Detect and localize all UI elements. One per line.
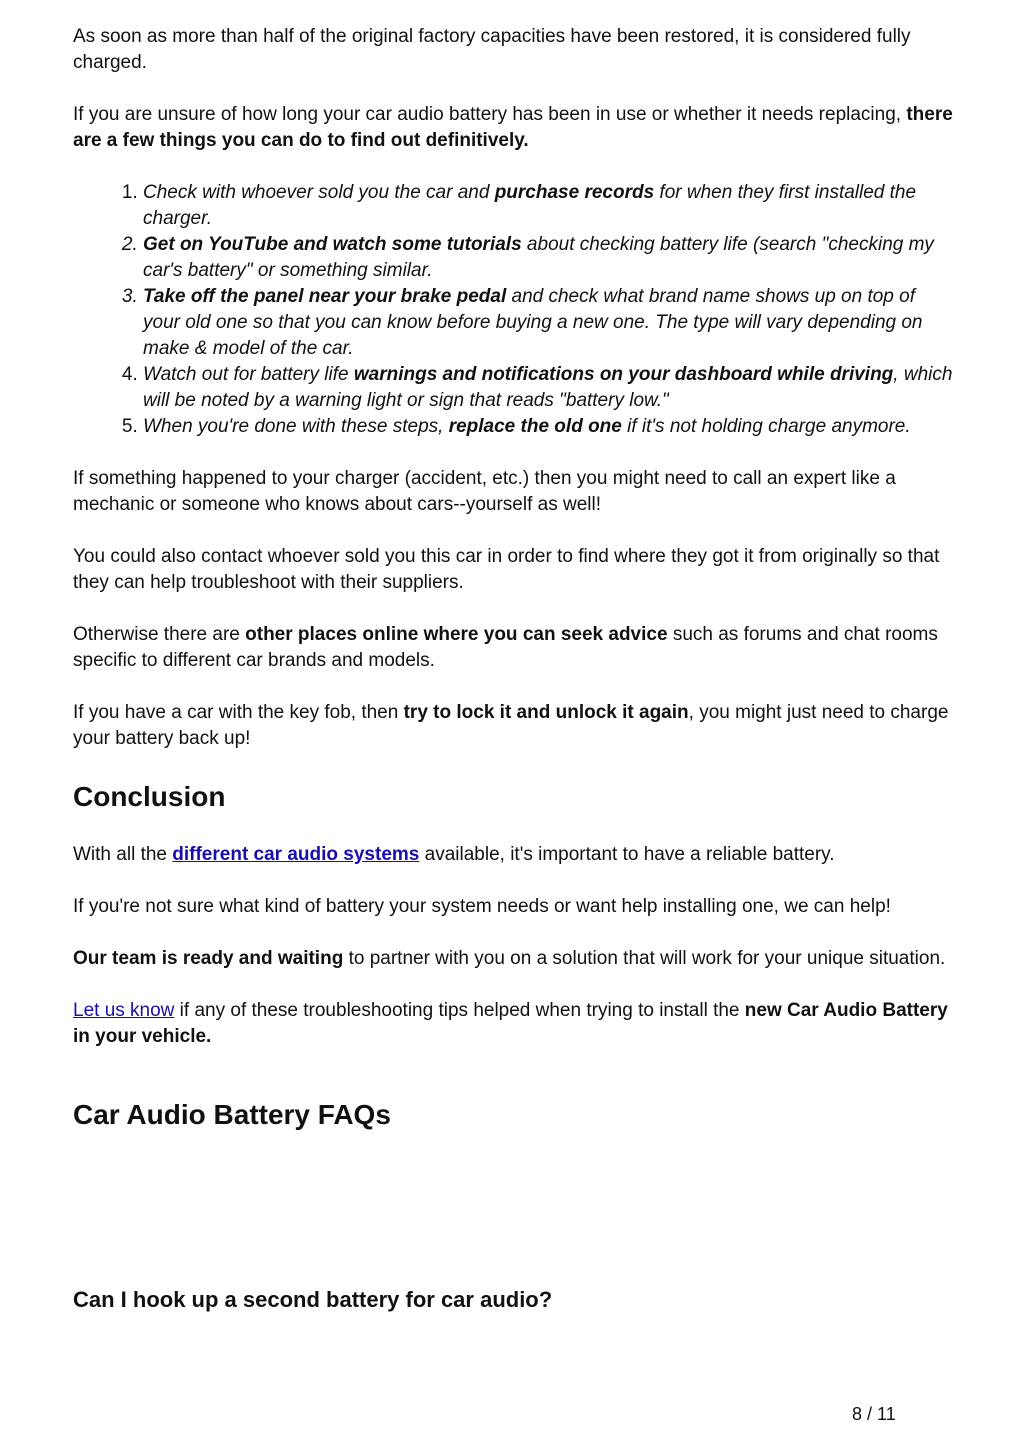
list-item — [143, 180, 953, 232]
paragraph-text: if any of these troubleshooting tips helped when trying to install the — [174, 1000, 745, 1021]
step-text: if it's not holding charge anymore. — [621, 416, 911, 437]
bold-text: try to lock it and unlock it again — [403, 702, 689, 723]
paragraph-fully-charged: As soon as more than half of the original factory capacities have been restored, it is considered fully charged. — [73, 26, 911, 73]
step-text: Watch out for battery life — [143, 364, 354, 385]
step-bold-text: Take off the panel near your brake pedal — [143, 286, 507, 307]
paragraph-team-ready — [73, 946, 953, 972]
car-audio-systems-link[interactable]: different car audio systems — [172, 844, 420, 865]
bold-text: Our team is ready and waiting — [73, 948, 344, 969]
list-item — [143, 414, 953, 440]
paragraph-text: If you have a car with the key fob, then — [73, 702, 404, 723]
paragraph-text: With all the — [73, 844, 173, 865]
let-us-know-link[interactable]: Let us know — [73, 1000, 175, 1021]
step-text: When you're done with these steps, — [143, 416, 449, 437]
paragraph-text: available, it's important to have a reliable battery. — [419, 844, 835, 865]
paragraph-let-us-know — [73, 998, 953, 1050]
bold-text: new Car Audio Battery in your vehicle. — [73, 1000, 948, 1047]
step-bold-text: warnings and notifications on your dashboard while driving — [353, 364, 894, 385]
paragraph-text: , you might just need to charge your battery back up! — [73, 702, 949, 749]
paragraph-text: Otherwise there are — [73, 624, 246, 645]
paragraph-charger-accident: If something happened to your charger (accident, etc.) then you might need to call an expert like a mechanic or someone who knows about cars--yourself as well! — [73, 468, 896, 515]
page-number: 8 / 11 — [852, 1404, 896, 1424]
bold-text: there are a few things you can do to find out definitively. — [73, 104, 953, 151]
faq-heading: Car Audio Battery FAQs — [73, 1099, 391, 1130]
paragraph-text: such as forums and chat rooms specific to different car brands and models. — [73, 624, 938, 671]
conclusion-heading: Conclusion — [73, 781, 226, 812]
step-text: about checking battery life (search "checking my car's battery" or something similar. — [143, 234, 934, 281]
paragraph-unsure-replacing — [73, 102, 953, 154]
paragraph-contact-seller: You could also contact whoever sold you this car in order to find where they got it from originally so that they can help troubleshoot with their suppliers. — [73, 546, 940, 593]
step-bold-text: Get on YouTube and watch some tutorials — [143, 234, 522, 255]
list-item — [143, 284, 953, 362]
paragraph-text: to partner with you on a solution that will work for your unique situation. — [343, 948, 946, 969]
steps-list — [73, 180, 953, 440]
step-text: Check with whoever sold you the car and — [143, 182, 495, 203]
paragraph-online-advice — [73, 622, 953, 674]
list-item — [143, 362, 953, 414]
step-text: and check what brand name shows up on top of your old one so that you can know before buying a new one. The type will vary depending on make & model of the car. — [143, 286, 923, 359]
bold-text: other places online where you can seek advice — [245, 624, 668, 645]
paragraph-key-fob — [73, 700, 953, 752]
paragraph-text: If you are unsure of how long your car audio battery has been in use or whether it needs replacing, — [73, 104, 907, 125]
list-item — [143, 232, 953, 284]
step-bold-text: purchase records — [494, 182, 655, 203]
article-body — [73, 24, 953, 1314]
paragraph-help-offer: If you're not sure what kind of battery your system needs or want help installing one, we can help! — [73, 896, 891, 917]
step-text: for when they first installed the charger. — [143, 182, 917, 229]
faq-question-heading: Can I hook up a second battery for car audio? — [73, 1287, 553, 1312]
step-bold-text: replace the old one — [448, 416, 622, 437]
paragraph-reliable-battery — [73, 842, 953, 868]
step-text: , which will be noted by a warning light or sign that reads "battery low." — [143, 364, 953, 411]
